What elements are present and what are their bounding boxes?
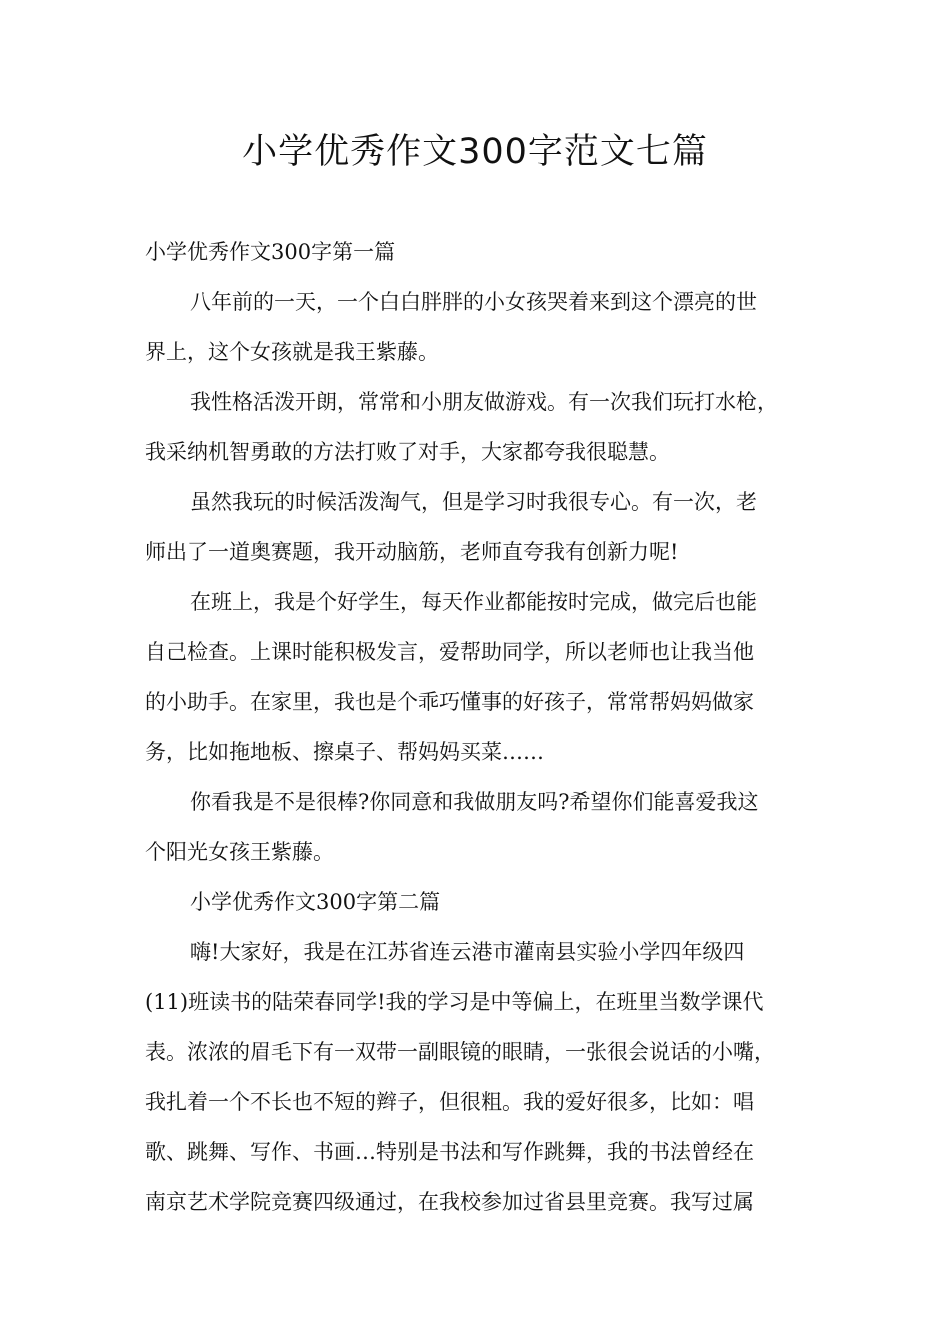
paragraph-line: 歌、跳舞、写作、书画…特别是书法和写作跳舞，我的书法曾经在: [145, 1140, 754, 1164]
paragraph-line: (11)班读书的陆荣春同学!我的学习是中等偏上，在班里当数学课代: [145, 990, 764, 1014]
paragraph-line: 务，比如拖地板、擦桌子、帮妈妈买菜……: [145, 740, 544, 764]
paragraph-line: 的小助手。在家里，我也是个乖巧懂事的好孩子，常常帮妈妈做家: [145, 690, 754, 714]
paragraph-line: 我采纳机智勇敢的方法打败了对手，大家都夸我很聪慧。: [145, 440, 670, 464]
paragraph-line: 我扎着一个不长也不短的辫子，但很粗。我的爱好很多，比如：唱: [145, 1090, 754, 1114]
paragraph-line: 你看我是不是很棒?你同意和我做朋友吗?希望你们能喜爱我这: [190, 790, 759, 814]
paragraph-line: 界上，这个女孩就是我王紫藤。: [145, 340, 439, 364]
paragraph-line: 个阳光女孩王紫藤。: [145, 840, 334, 864]
paragraph-line: 表。浓浓的眉毛下有一双带一副眼镜的眼睛，一张很会说话的小嘴，: [145, 1040, 775, 1064]
paragraph-line: 嗨!大家好，我是在江苏省连云港市灌南县实验小学四年级四: [190, 940, 745, 964]
paragraph-line: 师出了一道奥赛题，我开动脑筋，老师直夸我有创新力呢!: [145, 540, 679, 564]
paragraph-line: 在班上，我是个好学生，每天作业都能按时完成，做完后也能: [190, 590, 757, 614]
section-heading-2: 小学优秀作文300字第二篇: [190, 890, 441, 914]
section-heading-1: 小学优秀作文300字第一篇: [145, 240, 396, 264]
paragraph-line: 虽然我玩的时候活泼淘气，但是学习时我很专心。有一次，老: [190, 490, 757, 514]
paragraph-line: 八年前的一天，一个白白胖胖的小女孩哭着来到这个漂亮的世: [190, 290, 757, 314]
paragraph-line: 我性格活泼开朗，常常和小朋友做游戏。有一次我们玩打水枪，: [190, 390, 778, 414]
paragraph-line: 自己检查。上课时能积极发言，爱帮助同学，所以老师也让我当他: [145, 640, 754, 664]
paragraph-line: 南京艺术学院竞赛四级通过，在我校参加过省县里竞赛。我写过属: [145, 1190, 754, 1214]
document-title: 小学优秀作文300字范文七篇: [242, 132, 708, 172]
